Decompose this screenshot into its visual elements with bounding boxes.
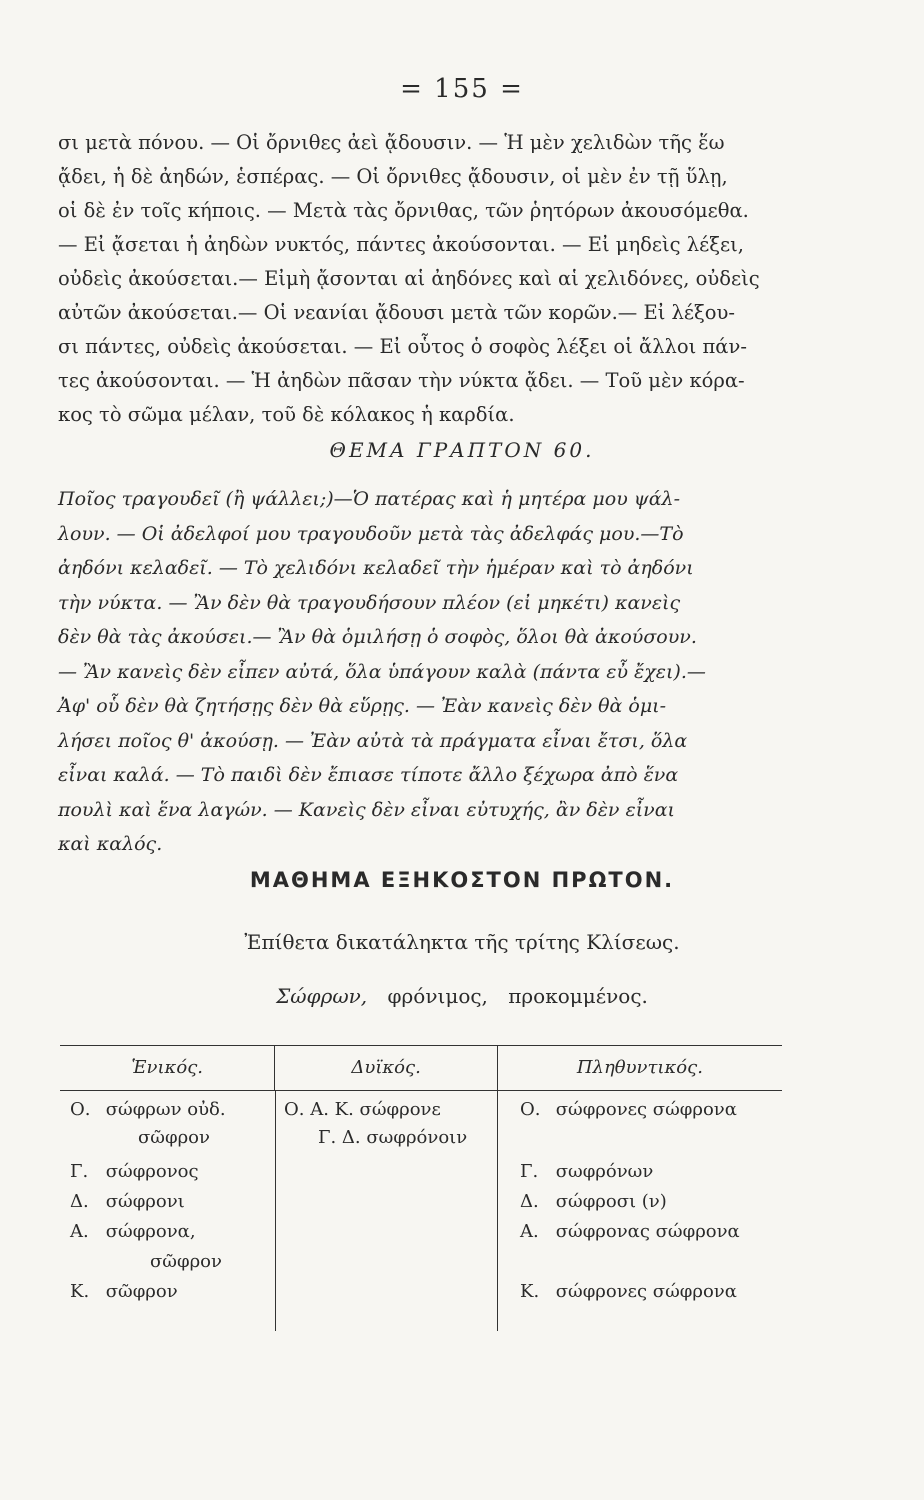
form: σώφρονος xyxy=(105,1161,199,1182)
text-line: αὐτῶν ἀκούσεται.— Οἱ νεανίαι ᾄδουσι μετὰ τῶν κορῶν.— Εἰ λέξου- xyxy=(58,301,735,324)
text-line: λήσει ποῖος θ' ἀκούσῃ. — Ἐὰν αὐτὰ τὰ πράγματα εἶναι ἔτσι, ὅλα xyxy=(58,729,688,752)
plural-row xyxy=(520,1191,667,1212)
text-line: τὴν νύκτα. — Ἂν δὲν θὰ τραγουδήσουν πλέον (εἰ μηκέτι) κανεὶς xyxy=(58,591,681,614)
text-line: ἀηδόνι κελαδεῖ. — Τὸ χελιδόνι κελαδεῖ τὴν ἡμέραν καὶ τὸ ἀηδόνι xyxy=(58,557,694,579)
lesson-subtitle: Ἐπίθετα δικατάληκτα τῆς τρίτης Κλίσεως. xyxy=(244,930,680,954)
singular-row xyxy=(138,1127,210,1148)
form: σῶφρον xyxy=(105,1281,178,1302)
text-line: — Εἰ ᾄσεται ἡ ἀηδὼν νυκτός, πάντες ἀκούσονται. — Εἰ μηδεὶς λέξει, xyxy=(58,233,744,256)
example-words xyxy=(0,984,924,1008)
header-dual: Δυϊκός. xyxy=(275,1046,497,1090)
text-line: σι μετὰ πόνου. — Οἱ ὄρνιθες ἀεὶ ᾄδουσιν. — Ἡ μὲν χελιδὼν τῆς ἕω xyxy=(58,131,725,154)
plural-row xyxy=(520,1161,653,1182)
singular-row xyxy=(70,1281,178,1302)
case-label: Δ. xyxy=(70,1191,89,1212)
case-label: Κ. xyxy=(70,1281,90,1302)
text-line: πουλὶ καὶ ἕνα λαγών. — Κανεὶς δὲν εἶναι εὐτυχής, ἂν δὲν εἶναι xyxy=(58,798,675,821)
example-word: φρόνιμος, xyxy=(387,984,488,1008)
case-label: Γ. xyxy=(520,1161,539,1182)
form: σώφρονε xyxy=(359,1099,441,1120)
example-word: προκομμένος. xyxy=(508,984,648,1008)
case-label: Ο. Α. Κ. xyxy=(284,1099,354,1120)
text-line: σι πάντες, οὐδεὶς ἀκούσεται. — Εἰ οὗτος ὁ σοφὸς λέξει οἱ ἄλλοι πάν- xyxy=(58,335,747,358)
case-label: Δ. xyxy=(520,1191,539,1212)
form: σώφρονα, xyxy=(105,1221,196,1242)
singular-row xyxy=(70,1221,196,1242)
singular-row xyxy=(150,1251,222,1272)
case-label: Α. xyxy=(520,1221,539,1242)
form: σώφρονες σώφρονα xyxy=(555,1099,737,1120)
singular-row xyxy=(70,1099,226,1120)
case-label: Α. xyxy=(70,1221,89,1242)
exercise-title: ΘΕΜΑ ΓΡΑΠΤΟΝ 60. xyxy=(329,438,595,462)
text-line: λουν. — Οἱ ἀδελφοί μου τραγουδοῦν μετὰ τὰς ἀδελφάς μου.—Τὸ xyxy=(58,522,684,545)
dual-row xyxy=(284,1099,441,1120)
text-line: οὐδεὶς ἀκούσεται.— Εἰμὴ ᾄσονται αἱ ἀηδόνες καὶ αἱ χελιδόνες, οὐδεὶς xyxy=(58,267,760,290)
plural-row xyxy=(520,1281,737,1302)
column-divider xyxy=(497,1091,498,1331)
form: σώφροσι (ν) xyxy=(555,1191,667,1212)
text-line: δὲν θὰ τὰς ἀκούσει.— Ἂν θὰ ὁμιλήσῃ ὁ σοφὸς, ὅλοι θὰ ἀκούσουν. xyxy=(58,626,697,648)
text-line: κος τὸ σῶμα μέλαν, τοῦ δὲ κόλακος ἡ καρδία. xyxy=(58,403,515,426)
case-label: Κ. xyxy=(520,1281,540,1302)
form: σωφρόνων xyxy=(555,1161,654,1182)
text-line: ᾄδει, ἡ δὲ ἀηδών, ἑσπέρας. — Οἱ ὄρνιθες ᾄδουσιν, οἱ μὲν ἐν τῇ ὕλῃ, xyxy=(58,165,728,188)
table-body xyxy=(60,1091,782,1331)
lesson-title: ΜΑΘΗΜΑ ΕΞΗΚΟΣΤΟΝ ΠΡΩΤΟΝ. xyxy=(249,868,675,892)
form: σῶφρον xyxy=(138,1127,210,1148)
text-line: καὶ καλός. xyxy=(58,833,163,855)
form: σῶφρον xyxy=(150,1251,222,1272)
form: σώφρονας σώφρονα xyxy=(555,1221,740,1242)
dual-row xyxy=(318,1127,467,1148)
example-word: Σώφρων, xyxy=(276,984,368,1008)
singular-row xyxy=(70,1191,185,1212)
text-line: Ἀφ' οὗ δὲν θὰ ζητήσῃς δὲν θὰ εὕρῃς. — Ἐὰν κανεὶς δὲν θὰ ὁμι- xyxy=(58,695,667,717)
text-line: εἶναι καλά. — Τὸ παιδὶ δὲν ἔπιασε τίποτε ἄλλο ξέχωρα ἀπὸ ἕνα xyxy=(58,764,679,786)
form: σώφρονες σώφρονα xyxy=(555,1281,737,1302)
text-line: — Ἂν κανεὶς δὲν εἶπεν αὐτά, ὅλα ὑπάγουν καλὰ (πάντα εὖ ἔχει).— xyxy=(58,660,706,683)
written-exercise-paragraph xyxy=(58,482,768,862)
form: σωφρόνοιν xyxy=(366,1127,468,1148)
case-label: Ο. xyxy=(70,1099,91,1120)
plural-row xyxy=(520,1221,740,1242)
form: σώφρων οὐδ. xyxy=(105,1099,226,1120)
header-plural: Πληθυντικός. xyxy=(576,1057,703,1078)
greek-exercise-paragraph xyxy=(58,126,768,432)
column-divider xyxy=(275,1091,276,1331)
declension-table xyxy=(60,1045,782,1331)
text-line: Ποῖος τραγουδεῖ (ἢ ψάλλει;)—Ὁ πατέρας καὶ ἡ μητέρα μου ψάλ- xyxy=(58,488,680,510)
case-label: Γ. xyxy=(70,1161,89,1182)
case-label: Γ. Δ. xyxy=(318,1127,361,1148)
singular-row xyxy=(70,1161,199,1182)
text-line: οἱ δὲ ἐν τοῖς κήποις. — Μετὰ τὰς ὄρνιθας, τῶν ῥητόρων ἀκουσόμεθα. xyxy=(58,199,749,222)
form: σώφρονι xyxy=(105,1191,185,1212)
case-label: Ο. xyxy=(520,1099,541,1120)
text-line: τες ἀκούσονται. — Ἡ ἀηδὼν πᾶσαν τὴν νύκτα ᾄδει. — Τοῦ μὲν κόρα- xyxy=(58,369,745,392)
table-header xyxy=(60,1046,782,1091)
header-singular: Ἑνικός. xyxy=(60,1046,275,1090)
plural-row xyxy=(520,1099,737,1120)
page-number: = 155 = xyxy=(400,74,524,104)
